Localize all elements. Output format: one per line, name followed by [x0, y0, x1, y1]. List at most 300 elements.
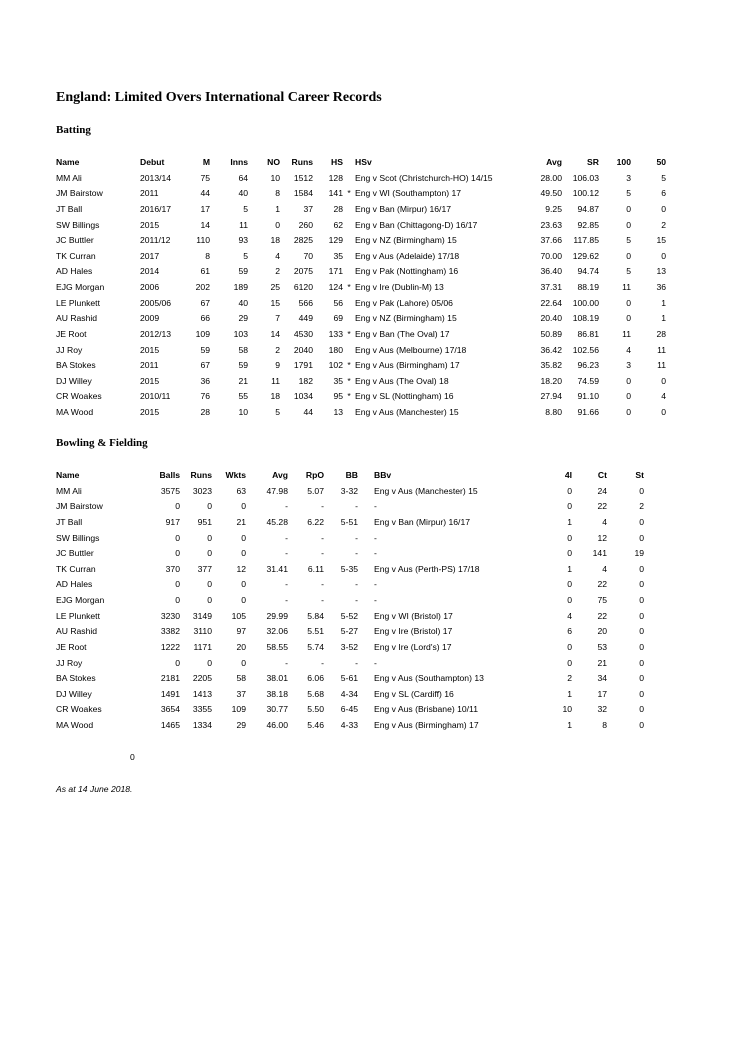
cell-balls: 0 [175, 548, 180, 559]
cell-innings: 5 [243, 203, 248, 214]
cell-wickets: 109 [231, 704, 246, 715]
table-row [56, 171, 666, 187]
cell-matches: 44 [200, 188, 210, 199]
cell-highest-score: 69 [333, 313, 343, 324]
cell-four-wicket-innings: 10 [562, 704, 572, 715]
cell-name: JT Ball [56, 203, 83, 214]
cell-runs: 1791 [293, 360, 313, 371]
cell-runs-per-over: 5.74 [307, 641, 324, 652]
cell-balls: 1491 [160, 688, 180, 699]
cell-not-outs: 1 [275, 203, 280, 214]
stray-value: 0 [130, 752, 135, 762]
cell-name: JJ Roy [56, 657, 83, 668]
cell-best-bowling: - [355, 548, 358, 559]
cell-runs: 1512 [293, 172, 313, 183]
cell-catches: 34 [597, 673, 607, 684]
col-header-highest-score: HS [331, 157, 343, 167]
cell-wickets: 63 [236, 485, 246, 496]
cell-hs-venue: Eng v Ban (Chittagong-D) 16/17 [355, 219, 478, 230]
cell-hundreds: 0 [626, 297, 631, 308]
cell-not-out-marker [343, 249, 355, 265]
cell-four-wicket-innings: 0 [567, 595, 572, 605]
cell-catches: 22 [597, 610, 607, 621]
cell-matches: 36 [200, 375, 210, 386]
cell-fifties: 11 [657, 360, 666, 371]
cell-not-out-marker: * [347, 391, 351, 402]
col-header-stumpings: St [635, 470, 644, 480]
cell-bb-venue: Eng v Ire (Lord's) 17 [374, 641, 452, 652]
cell-highest-score: 129 [328, 235, 343, 246]
cell-average: 38.01 [266, 673, 288, 684]
cell-innings: 5 [243, 250, 248, 261]
cell-innings: 29 [238, 313, 248, 324]
cell-highest-score: 28 [333, 203, 343, 214]
table-row [56, 296, 666, 312]
cell-highest-score: 35 [333, 375, 343, 386]
cell-best-bowling: 4-34 [340, 688, 358, 699]
col-header-hundreds: 100 [616, 157, 631, 167]
cell-bb-venue: - [374, 579, 377, 590]
cell-runs-per-over: - [321, 501, 324, 512]
cell-runs: 3149 [192, 610, 212, 621]
cell-runs: 2825 [293, 235, 313, 246]
cell-not-out-marker [343, 202, 355, 218]
cell-runs: 1334 [192, 720, 212, 730]
cell-best-bowling: - [355, 657, 358, 668]
cell-not-outs: 15 [270, 297, 280, 308]
cell-four-wicket-innings: 0 [567, 579, 572, 590]
cell-four-wicket-innings: 1 [567, 516, 572, 527]
cell-wickets: 0 [241, 595, 246, 605]
cell-matches: 109 [195, 328, 210, 339]
cell-average: 29.99 [266, 610, 288, 621]
cell-name: DJ Willey [56, 688, 92, 699]
cell-average: 70.00 [540, 250, 562, 261]
cell-fifties: 6 [661, 188, 666, 199]
cell-stumpings: 0 [639, 595, 644, 605]
cell-runs-per-over: - [321, 579, 324, 590]
cell-matches: 75 [200, 172, 210, 183]
cell-debut: 2011 [140, 360, 159, 371]
bowling-header-row [56, 468, 644, 484]
cell-runs-per-over: - [321, 595, 324, 605]
cell-average: - [285, 657, 288, 668]
cell-not-outs: 8 [275, 188, 280, 199]
cell-four-wicket-innings: 0 [567, 548, 572, 559]
cell-spacer [358, 718, 374, 734]
cell-average: 35.82 [540, 360, 562, 371]
cell-strike-rate: 91.10 [577, 391, 599, 402]
cell-four-wicket-innings: 6 [567, 626, 572, 637]
cell-strike-rate: 88.19 [577, 282, 599, 292]
cell-runs: 1584 [293, 188, 313, 199]
cell-bb-venue: - [374, 657, 377, 668]
cell-catches: 141 [592, 548, 607, 559]
cell-fifties: 11 [657, 344, 666, 355]
cell-not-out-marker: * [347, 188, 351, 199]
cell-stumpings: 19 [634, 548, 644, 559]
cell-balls: 2181 [160, 673, 180, 684]
cell-wickets: 105 [231, 610, 246, 621]
cell-strike-rate: 94.74 [577, 266, 599, 277]
cell-runs: 37 [303, 203, 313, 214]
cell-stumpings: 0 [639, 720, 644, 730]
cell-fifties: 28 [656, 328, 666, 339]
cell-debut: 2011/12 [140, 235, 171, 246]
table-row [56, 202, 666, 218]
cell-name: AU Rashid [56, 626, 98, 637]
cell-stumpings: 2 [639, 501, 644, 512]
cell-runs: 377 [197, 563, 212, 574]
table-row [56, 484, 644, 500]
cell-name: JJ Roy [56, 344, 83, 355]
cell-balls: 370 [165, 563, 180, 574]
cell-runs: 1171 [193, 641, 212, 652]
cell-name: MA Wood [56, 407, 94, 417]
cell-balls: 917 [165, 516, 180, 527]
cell-debut: 2014 [140, 266, 160, 277]
cell-hs-venue: Eng v Ban (The Oval) 17 [355, 328, 450, 339]
cell-name: EJG Morgan [56, 282, 105, 292]
cell-name: JM Bairstow [56, 188, 103, 199]
cell-name: TK Curran [56, 250, 96, 261]
cell-not-out-marker: * [347, 375, 351, 386]
cell-catches: 17 [597, 688, 607, 699]
cell-average: 30.77 [266, 704, 288, 715]
cell-catches: 12 [597, 532, 607, 543]
cell-not-outs: 7 [275, 313, 280, 324]
col-header-strike-rate: SR [587, 157, 599, 167]
cell-hundreds: 0 [626, 250, 631, 261]
cell-stumpings: 0 [639, 563, 644, 574]
cell-four-wicket-innings: 1 [567, 563, 572, 574]
cell-strike-rate: 92.85 [577, 219, 599, 230]
cell-four-wicket-innings: 0 [567, 641, 572, 652]
cell-best-bowling: 5-27 [340, 626, 358, 637]
cell-spacer [358, 562, 374, 578]
cell-catches: 4 [602, 563, 607, 574]
cell-stumpings: 0 [639, 688, 644, 699]
cell-not-out-marker [343, 218, 355, 234]
table-row [56, 311, 666, 327]
cell-hs-venue: Eng v Aus (Melbourne) 17/18 [355, 344, 467, 355]
col-header-name: Name [56, 157, 80, 167]
cell-runs: 0 [207, 657, 212, 668]
table-row [56, 186, 666, 202]
cell-runs: 182 [298, 375, 313, 386]
cell-spacer [358, 531, 374, 547]
cell-bb-venue: Eng v SL (Cardiff) 16 [374, 688, 454, 699]
cell-matches: 110 [196, 235, 210, 246]
cell-not-out-marker [343, 311, 355, 327]
cell-best-bowling: 5-52 [340, 610, 358, 621]
cell-strike-rate: 96.23 [577, 360, 599, 371]
cell-debut: 2015 [140, 375, 160, 386]
cell-four-wicket-innings: 1 [567, 688, 572, 699]
cell-debut: 2006 [140, 282, 160, 292]
batting-table [56, 155, 666, 421]
cell-not-outs: 14 [270, 328, 280, 339]
cell-average: - [285, 532, 288, 543]
cell-bb-venue: Eng v Ire (Bristol) 17 [374, 626, 453, 637]
cell-innings: 103 [233, 328, 248, 339]
cell-average: 20.40 [540, 313, 562, 324]
cell-not-out-marker: * [347, 328, 351, 339]
cell-innings: 40 [238, 297, 248, 308]
col-header-four-wicket-innings: 4I [564, 470, 572, 480]
cell-highest-score: 141 [328, 188, 343, 199]
cell-hs-venue: Eng v Ire (Dublin-M) 13 [355, 282, 444, 292]
cell-matches: 67 [200, 360, 210, 371]
cell-best-bowling: 4-33 [340, 720, 358, 730]
cell-strike-rate: 94.87 [577, 203, 599, 214]
cell-four-wicket-innings: 2 [567, 673, 572, 684]
cell-fifties: 1 [661, 297, 666, 308]
cell-innings: 189 [233, 282, 248, 292]
cell-hundreds: 0 [626, 203, 631, 214]
cell-innings: 55 [238, 391, 248, 402]
cell-hundreds: 3 [626, 172, 631, 183]
cell-name: JE Root [56, 328, 87, 339]
cell-four-wicket-innings: 0 [567, 485, 572, 496]
batting-header-row [56, 155, 666, 171]
cell-debut: 2015 [140, 407, 160, 417]
cell-balls: 0 [175, 579, 180, 590]
cell-runs: 566 [298, 297, 313, 308]
cell-balls: 0 [175, 595, 180, 605]
cell-runs-per-over: - [321, 657, 324, 668]
cell-name: JC Buttler [56, 548, 94, 559]
cell-hs-venue: Eng v Pak (Nottingham) 16 [355, 266, 459, 277]
cell-highest-score: 180 [328, 344, 343, 355]
cell-name: JC Buttler [56, 235, 94, 246]
page-title: England: Limited Overs International Career Records [56, 90, 382, 105]
cell-strike-rate: 108.19 [572, 313, 599, 324]
cell-runs-per-over: - [321, 532, 324, 543]
cell-best-bowling: 6-45 [340, 704, 358, 715]
cell-runs-per-over: 5.50 [307, 704, 324, 715]
cell-average: 46.00 [266, 720, 288, 730]
col-header-fifties: 50 [656, 157, 666, 167]
cell-highest-score: 102 [328, 360, 343, 371]
cell-runs-per-over: 5.07 [307, 485, 324, 496]
cell-name: EJG Morgan [56, 595, 105, 605]
cell-hs-venue: Eng v Pak (Lahore) 05/06 [355, 297, 453, 308]
cell-hundreds: 5 [626, 188, 631, 199]
cell-hs-venue: Eng v Aus (Manchester) 15 [355, 407, 459, 417]
col-header-hs-venue: HSv [355, 157, 372, 167]
cell-hs-venue: Eng v NZ (Birmingham) 15 [355, 313, 457, 324]
cell-catches: 32 [597, 704, 607, 715]
cell-highest-score: 128 [328, 172, 343, 183]
col-header-runs-per-over: RpO [305, 470, 324, 480]
table-row [56, 671, 644, 687]
cell-highest-score: 56 [333, 297, 343, 308]
col-header-name: Name [56, 470, 80, 480]
cell-wickets: 58 [236, 673, 246, 684]
cell-highest-score: 13 [333, 407, 343, 417]
cell-debut: 2011 [140, 188, 159, 199]
cell-runs-per-over: 5.46 [307, 720, 324, 730]
cell-fifties: 0 [661, 375, 666, 386]
cell-runs-per-over: 6.06 [307, 673, 324, 684]
col-header-debut: Debut [140, 157, 165, 167]
col-header-average: Avg [272, 470, 288, 480]
cell-hs-venue: Eng v Aus (The Oval) 18 [355, 375, 449, 386]
cell-stumpings: 0 [639, 641, 644, 652]
col-header-innings: Inns [230, 157, 248, 167]
cell-best-bowling: - [355, 532, 358, 543]
cell-hundreds: 11 [622, 282, 631, 292]
cell-average: 37.31 [540, 282, 562, 292]
cell-name: JT Ball [56, 516, 83, 527]
cell-average: 38.18 [266, 688, 288, 699]
cell-matches: 59 [200, 344, 210, 355]
cell-strike-rate: 106.03 [572, 172, 599, 183]
cell-average: 49.50 [540, 188, 562, 199]
cell-name: DJ Willey [56, 375, 92, 386]
cell-catches: 24 [597, 485, 607, 496]
cell-average: - [285, 501, 288, 512]
table-row [56, 374, 666, 390]
cell-strike-rate: 117.85 [573, 235, 599, 246]
cell-spacer [358, 687, 374, 703]
cell-best-bowling: - [355, 595, 358, 605]
cell-debut: 2013/14 [140, 172, 172, 183]
table-row [56, 609, 644, 625]
cell-hundreds: 0 [626, 313, 631, 324]
cell-runs: 3355 [192, 704, 212, 715]
cell-fifties: 0 [661, 203, 666, 214]
cell-fifties: 15 [656, 235, 666, 246]
col-header-average: Avg [546, 157, 562, 167]
cell-average: 36.42 [540, 344, 562, 355]
cell-catches: 21 [597, 657, 607, 668]
cell-average: 22.64 [540, 297, 562, 308]
cell-highest-score: 171 [328, 266, 343, 277]
cell-debut: 2012/13 [140, 328, 172, 339]
cell-runs-per-over: 5.51 [307, 626, 324, 637]
cell-catches: 53 [597, 641, 607, 652]
cell-runs: 4530 [293, 328, 313, 339]
cell-average: 50.89 [540, 328, 562, 339]
cell-spacer [358, 546, 374, 562]
cell-not-outs: 18 [270, 235, 280, 246]
cell-balls: 3382 [160, 626, 180, 637]
cell-runs-per-over: 6.11 [307, 563, 324, 574]
cell-average: 27.94 [540, 391, 562, 402]
cell-average: 36.40 [540, 266, 562, 277]
cell-runs-per-over: 6.22 [307, 516, 324, 527]
cell-strike-rate: 129.62 [572, 250, 599, 261]
cell-four-wicket-innings: 4 [567, 610, 572, 621]
cell-debut: 2016/17 [140, 203, 172, 214]
cell-matches: 76 [200, 391, 210, 402]
cell-not-outs: 5 [275, 407, 280, 417]
cell-hs-venue: Eng v Aus (Adelaide) 17/18 [355, 250, 460, 261]
table-row [56, 249, 666, 265]
cell-not-out-marker [343, 264, 355, 280]
table-row [56, 702, 644, 718]
cell-spacer [358, 499, 374, 515]
cell-not-out-marker [343, 343, 355, 359]
cell-best-bowling: - [355, 501, 358, 512]
cell-average: 58.55 [266, 641, 288, 652]
cell-runs-per-over: 5.68 [307, 688, 324, 699]
cell-name: MM Ali [56, 172, 82, 183]
cell-innings: 10 [238, 407, 248, 417]
cell-spacer [358, 593, 374, 609]
cell-not-outs: 18 [270, 391, 280, 402]
cell-bb-venue: Eng v Ban (Mirpur) 16/17 [374, 516, 471, 527]
cell-runs: 0 [207, 501, 212, 512]
cell-hs-venue: Eng v NZ (Birmingham) 15 [355, 235, 457, 246]
cell-hundreds: 4 [626, 344, 631, 355]
cell-not-out-marker: * [347, 282, 351, 292]
cell-spacer [358, 702, 374, 718]
cell-debut: 2005/06 [140, 297, 172, 308]
cell-fifties: 2 [661, 219, 666, 230]
cell-average: 47.98 [266, 485, 288, 496]
cell-name: TK Curran [56, 563, 96, 574]
cell-average: - [285, 595, 288, 605]
cell-average: 23.63 [540, 219, 562, 230]
table-row [56, 218, 666, 234]
table-row [56, 264, 666, 280]
cell-catches: 20 [597, 626, 607, 637]
cell-highest-score: 124 [328, 282, 343, 292]
cell-runs: 0 [207, 548, 212, 559]
cell-name: BA Stokes [56, 673, 96, 684]
cell-not-outs: 25 [270, 282, 280, 292]
cell-stumpings: 0 [639, 673, 644, 684]
table-row [56, 405, 666, 421]
cell-hs-venue: Eng v WI (Southampton) 17 [355, 188, 462, 199]
batting-heading: Batting [56, 124, 91, 136]
cell-runs: 3023 [192, 485, 212, 496]
cell-hs-venue: Eng v Ban (Mirpur) 16/17 [355, 203, 452, 214]
cell-wickets: 0 [241, 657, 246, 668]
cell-bb-venue: Eng v Aus (Southampton) 13 [374, 673, 484, 684]
cell-runs: 0 [207, 579, 212, 590]
cell-strike-rate: 100.00 [572, 297, 599, 308]
cell-innings: 59 [238, 360, 248, 371]
cell-four-wicket-innings: 1 [567, 720, 572, 730]
cell-best-bowling: 3-32 [340, 485, 358, 496]
cell-matches: 61 [200, 266, 210, 277]
cell-runs: 44 [303, 407, 313, 417]
cell-name: LE Plunkett [56, 610, 100, 621]
table-row [56, 656, 644, 672]
col-header-runs: Runs [291, 157, 313, 167]
cell-innings: 40 [238, 188, 248, 199]
cell-matches: 202 [195, 282, 210, 292]
cell-matches: 28 [200, 407, 210, 417]
table-row [56, 546, 644, 562]
table-row [56, 327, 666, 343]
cell-name: SW Billings [56, 219, 100, 230]
cell-runs-per-over: - [321, 548, 324, 559]
cell-bb-venue: Eng v Aus (Perth-PS) 17/18 [374, 563, 480, 574]
cell-not-out-marker: * [347, 360, 351, 371]
bowling-table [56, 468, 644, 734]
cell-not-out-marker [343, 296, 355, 312]
cell-not-outs: 4 [275, 250, 280, 261]
cell-runs: 3110 [193, 626, 212, 637]
table-row [56, 640, 644, 656]
col-header-bb-venue: BBv [374, 470, 392, 480]
cell-stumpings: 0 [639, 626, 644, 637]
